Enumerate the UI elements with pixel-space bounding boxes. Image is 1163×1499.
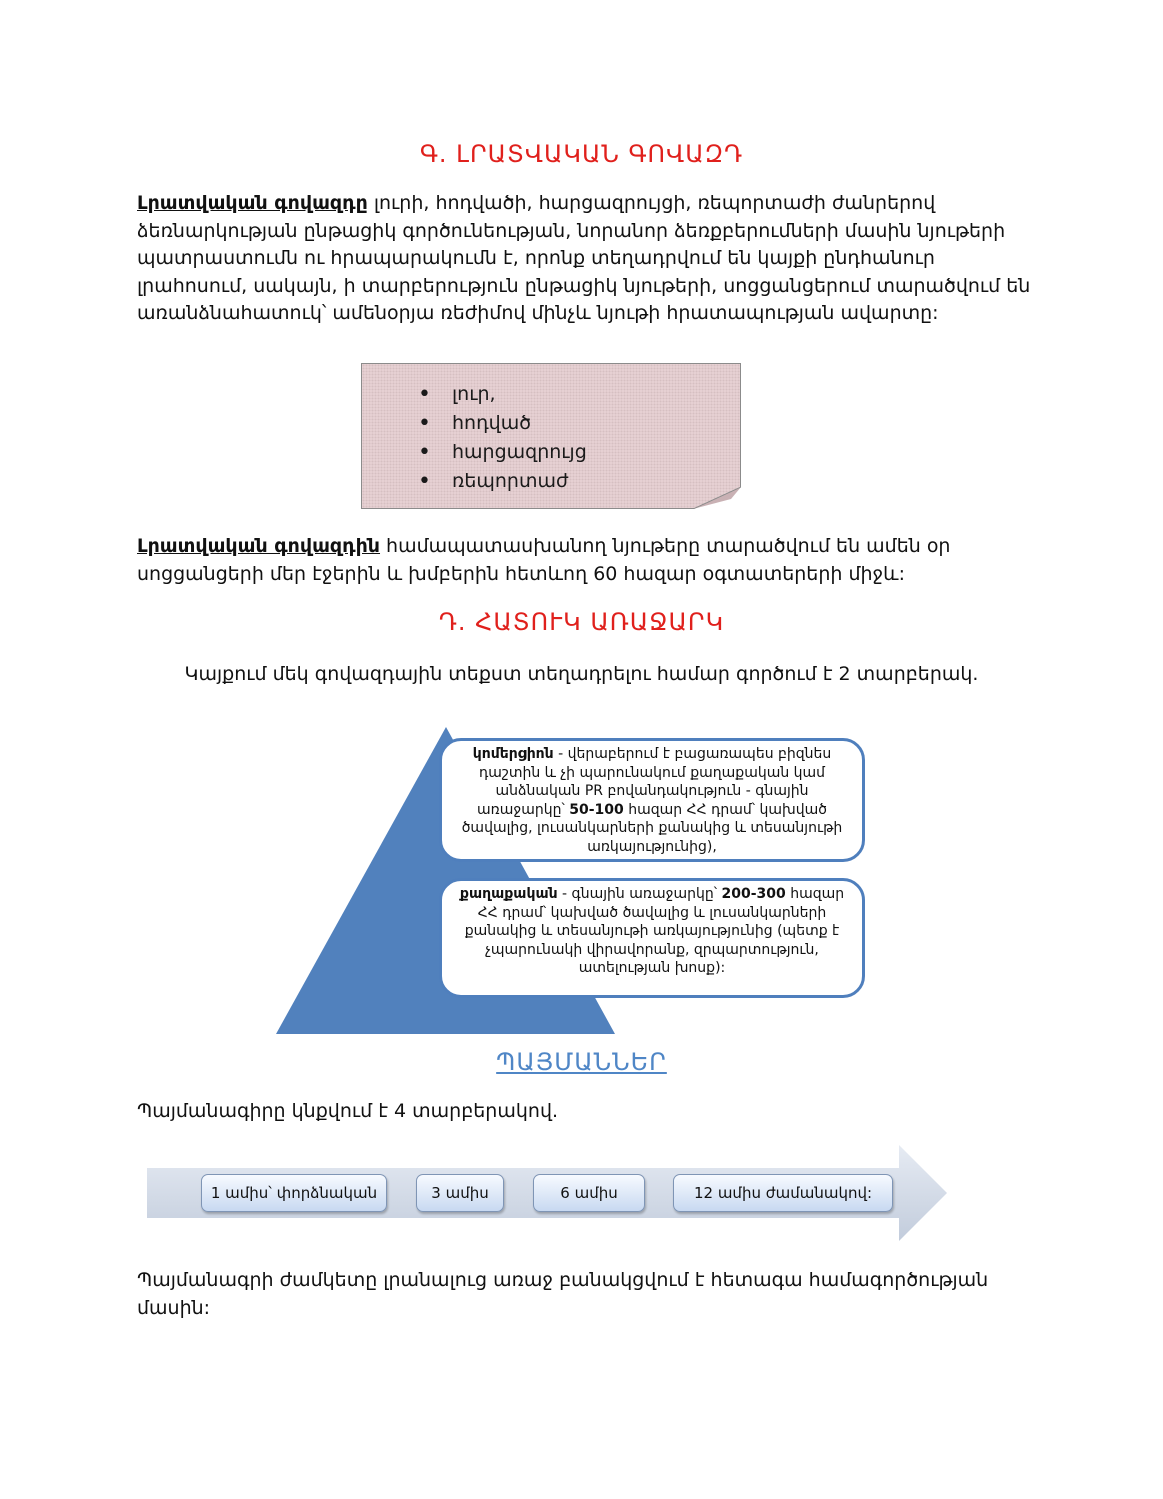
list-item: • հոդված (418, 409, 587, 438)
commercial-offer-card (439, 738, 865, 862)
terms-footer: Պայմանագրի ժամկետը լրանալուց առաջ բանակցվում է հետագա համագործության մասին: (137, 1269, 989, 1319)
genres-note (361, 363, 741, 509)
page-curl-icon (693, 487, 741, 509)
political-price: 200-300 (721, 886, 786, 902)
term-option-3-months[interactable]: 3 ամիս (416, 1174, 504, 1212)
section-g-text: լուրի, հոդվածի, հարցազրույցի, ռեպորտաժի ժանրերով ձեռնարկության ընթացիկ գործունեության, նորանոր ձեռքբերումների մասին նյութերի պատրաստումն ու հրապարակումն է, որոնք տեղադրվում են կայքի ընդհանուր լրահոսում, սակայն, ի տարբերություն ընթացիկ նյութերի, սոցցանցերում տարածվում են առանձնահատուկ՝ ամենօրյա ռեժիմով մինչև նյութի հրատապության ավարտը: (137, 192, 1031, 324)
distribution-paragraph (137, 533, 1037, 588)
section-d-intro: Կայքում մեկ գովազդային տեքստ տեղադրելու համար գործում է 2 տարբերակ. (184, 663, 979, 685)
commercial-text-end: հազար ՀՀ դրամ՝ կախված ծավալից, լուսանկարների քանակից և տեսանյութի առկայությունից), (461, 801, 843, 855)
list-item: • լուր, (418, 380, 587, 409)
terms-intro: Պայմանագիրը կնքվում է 4 տարբերակով. (137, 1100, 559, 1122)
genres-list (418, 380, 587, 496)
term-option-1-month[interactable]: 1 ամիս՝ փորձնական (201, 1174, 387, 1212)
section-d-title: Դ. ՀԱՏՈՒԿ ԱՌԱՋԱՐԿ (438, 608, 725, 636)
list-item: • հարցազրույց (418, 438, 587, 467)
section-g-term: Լրատվական գովազդը (137, 192, 368, 214)
list-item: • ռեպորտաժ (418, 467, 587, 496)
distribution-term: Լրատվական գովազդին (137, 535, 381, 557)
political-offer-card (439, 878, 865, 998)
term-option-6-months[interactable]: 6 ամիս (533, 1174, 645, 1212)
terms-title: ՊԱՅՄԱՆՆԵՐ (496, 1048, 667, 1076)
section-g-title: Գ. ԼՐԱՏՎԱԿԱՆ ԳՈՎԱԶԴ (419, 140, 744, 168)
commercial-label: կոմերցիոն (472, 746, 554, 762)
political-text-end: հազար ՀՀ դրամ՝ կախված ծավալից և լուսանկարների քանակից և տեսանյութի առկայությունից (պետք է չպարունակի վիրավորանք, զրպարտություն, ատելության խոսք): (464, 886, 845, 976)
commercial-text: - վերաբերում է բացառապես բիզնես դաշտին և չի պարունակում քաղաքական կամ անձնական PR բովանդակություն - գնային առաջարկը՝ (477, 746, 832, 818)
political-text: - գնային առաջարկը՝ (557, 886, 722, 902)
distribution-text: համապատասխանող նյութերը տարածվում են ամեն օր սոցցանցերի մեր էջերին և խմբերին հետևող 60 հազար օգտատերերի միջև: (137, 535, 951, 585)
term-option-12-months[interactable]: 12 ամիս ժամանակով: (673, 1174, 893, 1212)
section-g-paragraph (137, 190, 1037, 328)
political-label: քաղաքական (459, 886, 558, 902)
commercial-price: 50-100 (569, 801, 624, 818)
